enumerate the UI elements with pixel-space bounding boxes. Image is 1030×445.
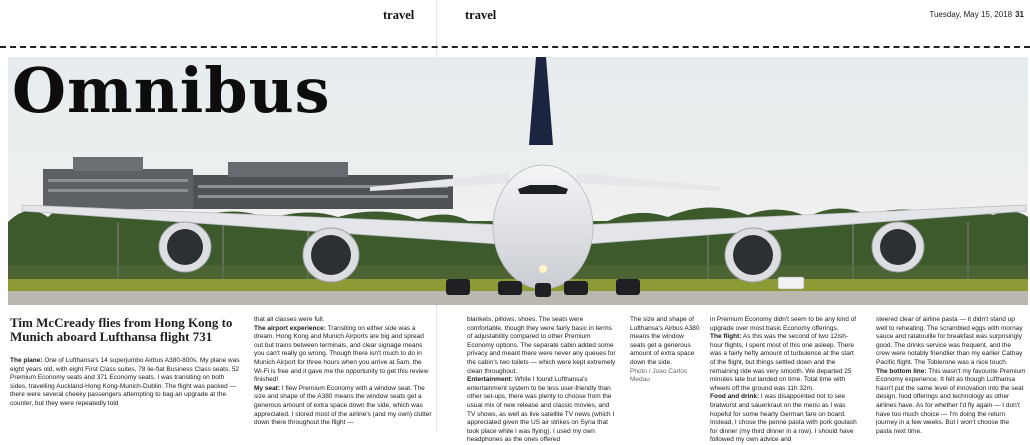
paragraph-upgrade: in Premium Economy didn't seem to be any kind of upgrade over most basic Economy offerings. <box>710 316 857 332</box>
article-byline: Tim McCready flies from Hong Kong to Munich aboard Lufthansa flight 731 <box>10 315 233 344</box>
section-label-left: travel <box>383 8 415 22</box>
paragraph-food: I was disappointed not to see bratwurst and sauerkraut on the menu as I was hopeful for some hearty German fare on board. Instead, I chose the penne pasta with pork goulash for dinner (my third dinner in a row). I should have followed my own advice and <box>710 393 857 444</box>
photo-caption <box>630 316 700 428</box>
date-text: Tuesday, May 15, 2018 <box>929 10 1013 19</box>
paragraph-bottom-line: This wasn't my favourite Premium Economy experience. It felt as though Lufthansa hasn't put the same level of innovation into the seat design, food offerings and technology as other airlines have. As for whether I'd fly again — I don't have too much choice — I'm doing the return journey in a few weeks. But I won't choose the pasta next time. <box>876 367 1026 435</box>
service-van <box>778 277 804 289</box>
subhead-seat: My seat: <box>254 384 281 392</box>
page-header <box>0 0 1030 50</box>
article-column-1 <box>10 357 242 429</box>
subhead-entertainment: Entertainment: <box>467 376 513 384</box>
paragraph-seat: I flew Premium Economy with a window seat. The size and shape of the A380 means the window seats get a generous amount of extra space down the side, which was appreciated. I stored most of the airline's (and my own) clutter down there throughout the flight — <box>254 384 432 427</box>
subhead-bottom-line: The bottom line: <box>876 367 927 375</box>
landing-light <box>539 265 547 273</box>
article-column-2 <box>254 316 432 428</box>
subhead-food: Food and drink: <box>710 393 760 401</box>
article-column-6 <box>876 316 1026 435</box>
article-column-3 <box>467 316 617 444</box>
page-number: 31 <box>1015 10 1024 19</box>
masthead: Omnibus <box>12 54 331 127</box>
caption-text: The size and shape of Lufthansa's Airbus A380 means the window seats get a generous amount of extra space down the side. <box>630 316 700 366</box>
building-left-top <box>73 157 143 171</box>
article-column-5 <box>710 316 860 444</box>
paragraph-seat-cont: blankets, pillows, shoes. The seats were comfortable, though they were fairly basic in terms of adjustability compared to other Premium Economy options. The separate cabin added some privacy and meant there were never any queues for the cabin's two toilets — which were kept extremely clean throughout. <box>467 316 616 375</box>
photo-credit: Photo / Joao Carlos Medau <box>630 367 688 384</box>
engine-inner-left <box>303 228 359 282</box>
header-rule <box>0 46 1030 48</box>
engine-outer-right <box>872 222 924 272</box>
subhead-airport: The airport experience: <box>254 324 326 332</box>
paragraph-food-cont: steered clear of airline pasta — it didn't stand up well to reheating. The scrambled eggs with mornay sauce and ratatouille for breakfast was surprisingly good. The drinks service was frequent, and the crew were notably friendlier than my earlier Cathay Pacific flight. The Toblerone was a nice touch. <box>876 316 1023 366</box>
building-right <box>193 175 453 209</box>
paragraph-airport: Transiting on either side was a dream. Hong Kong and Munich Airports are big and spread out but trains between terminals, and clear signage means you can't really go wrong. Though there isn't much to do in Munich Airport for three hours when you arrive at 5am, the Wi-Fi is free and it gave me the opportunity to get this review finished! <box>254 324 429 384</box>
section-label-right: travel <box>465 8 497 22</box>
paragraph-classes-full: that all classes were full. <box>254 316 325 323</box>
subhead-flight: The flight: <box>710 333 742 341</box>
page-date <box>929 10 1024 19</box>
engine-outer-left <box>159 222 211 272</box>
subhead-plane: The plane: <box>10 357 43 364</box>
building-right-top <box>228 162 348 177</box>
paragraph-flight: As this was the second of two 12ish-hour flights, I spent most of this one asleep. There was a fairly hefty amount of turbulence at the start of the flight, but things settled down and the remaining ride was very smooth. We departed 25 minutes late but landed on time. Total time with wheels off the ground was 11h 32m. <box>710 333 855 392</box>
engine-inner-right <box>725 228 781 282</box>
paragraph-entertainment: While I found Lufthansa's entertainment system to be less user-friendly than other set-ups, there was plenty to choose from the usual mix of new release and classic movies, and TV shows, as well as live satellite TV news (which I appreciated given the US air strikes on Syria that took place while I was flying). I used my own headphones as the ones offered <box>467 376 615 444</box>
paragraph-plane: One of Lufthansa's 14 superjumbo Airbus A380-800s. My plane was eight years old, with eight First Class suites, 78 lie-flat Business Class seats, 52 Premium Economy seats and 371 Economy seats. I was transiting on both sides, travelling Auckland-Hong Kong-Munich-Dublin. The flight was packed — there were several cheeky passengers attempting to bag an upgrade at the counter, but they were repeatedly told <box>10 357 240 407</box>
